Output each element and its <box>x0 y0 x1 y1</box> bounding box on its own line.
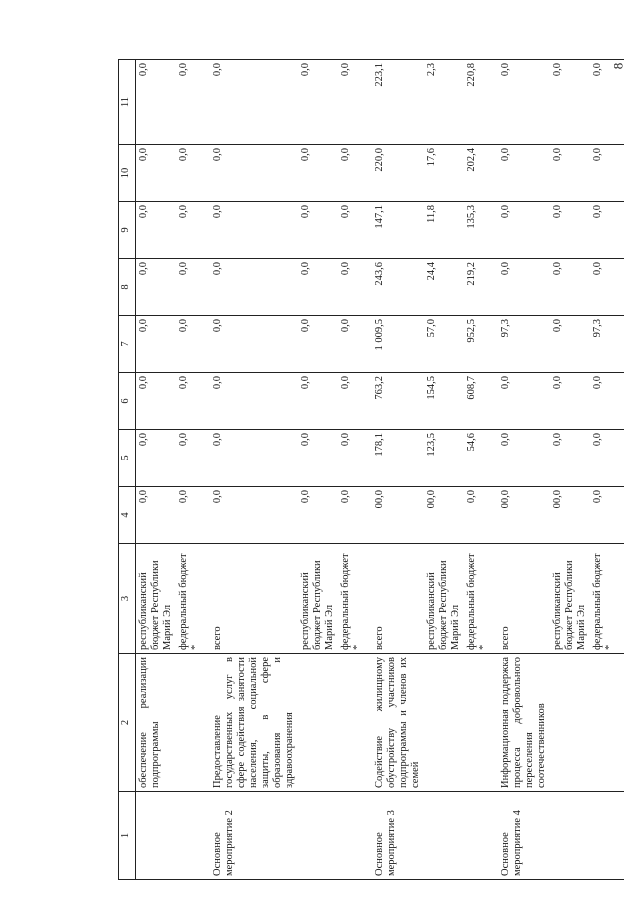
funding-source-cell: федеральный бюджет * <box>176 544 204 654</box>
budget-table <box>118 59 624 880</box>
event-cell: Основное мероприятие 2 <box>210 792 298 880</box>
spacer-cell <box>618 259 624 316</box>
value-cell: 00,0 <box>424 487 464 544</box>
funding-source-cell: республиканский бюджет Республики Марий Эл <box>550 544 590 654</box>
spacer-cell <box>618 487 624 544</box>
value-cell: 763,2 <box>372 373 424 430</box>
page-number: 8 <box>609 62 625 70</box>
value-cell: 0,0 <box>550 373 590 430</box>
spacer-cell <box>618 316 624 373</box>
table-row <box>298 60 338 880</box>
funding-source-cell: республиканский бюджет Республики Марий Эл <box>136 544 177 654</box>
value-cell: 0,0 <box>176 487 204 544</box>
spacer-cell <box>618 792 624 880</box>
value-cell: 0,0 <box>498 202 550 259</box>
table-row <box>424 60 464 880</box>
value-cell: 0,0 <box>210 145 298 202</box>
description-cell <box>590 654 618 792</box>
description-cell <box>338 654 366 792</box>
value-cell: 0,0 <box>590 259 618 316</box>
value-cell: 97,3 <box>498 316 550 373</box>
description-cell <box>550 654 590 792</box>
event-cell <box>424 792 464 880</box>
value-cell: 0,0 <box>176 145 204 202</box>
value-cell: 202,4 <box>464 145 492 202</box>
value-cell: 11,8 <box>424 202 464 259</box>
funding-source-cell: республиканский бюджет Республики Марий Эл <box>298 544 338 654</box>
value-cell: 219,2 <box>464 259 492 316</box>
value-cell: 0,0 <box>550 60 590 145</box>
value-cell: 0,0 <box>590 202 618 259</box>
value-cell: 154,5 <box>424 373 464 430</box>
value-cell: 0,0 <box>176 202 204 259</box>
value-cell: 0,0 <box>210 202 298 259</box>
funding-source-cell: всего <box>498 544 550 654</box>
value-cell: 220,8 <box>464 60 492 145</box>
value-cell: 57,0 <box>424 316 464 373</box>
rotated-page <box>118 60 615 880</box>
value-cell: 147,1 <box>372 202 424 259</box>
spacer-row <box>618 60 624 880</box>
value-cell: 123,5 <box>424 430 464 487</box>
table-row <box>338 60 366 880</box>
value-cell: 952,5 <box>464 316 492 373</box>
value-cell: 0,0 <box>498 145 550 202</box>
funding-source-cell: федеральный бюджет * <box>338 544 366 654</box>
event-cell <box>590 792 618 880</box>
table-row <box>210 60 298 880</box>
value-cell: 0,0 <box>590 430 618 487</box>
value-cell: 0,0 <box>210 60 298 145</box>
value-cell: 00,0 <box>498 487 550 544</box>
value-cell: 0,0 <box>338 487 366 544</box>
value-cell: 0,0 <box>210 259 298 316</box>
value-cell: 54,6 <box>464 430 492 487</box>
value-cell: 0,0 <box>298 373 338 430</box>
value-cell: 135,3 <box>464 202 492 259</box>
value-cell: 0,0 <box>176 316 204 373</box>
value-cell: 0,0 <box>550 316 590 373</box>
description-cell <box>298 654 338 792</box>
value-cell: 0,0 <box>176 259 204 316</box>
value-cell: 0,0 <box>210 487 298 544</box>
event-cell: Основное мероприятие 4 <box>498 792 550 880</box>
value-cell: 0,0 <box>498 430 550 487</box>
value-cell: 00,0 <box>550 487 590 544</box>
value-cell: 243,6 <box>372 259 424 316</box>
value-cell: 0,0 <box>298 259 338 316</box>
spacer-cell <box>618 654 624 792</box>
value-cell: 608,7 <box>464 373 492 430</box>
table-row <box>498 60 550 880</box>
value-cell: 0,0 <box>136 145 177 202</box>
value-cell: 0,0 <box>338 145 366 202</box>
event-cell <box>136 792 177 880</box>
table-row <box>372 60 424 880</box>
column-header: 9 <box>119 202 136 259</box>
value-cell: 223,1 <box>372 60 424 145</box>
column-header: 3 <box>119 544 136 654</box>
value-cell: 0,0 <box>176 60 204 145</box>
value-cell: 0,0 <box>298 487 338 544</box>
value-cell: 00,0 <box>372 487 424 544</box>
value-cell: 0,0 <box>136 487 177 544</box>
header-row <box>119 60 136 880</box>
spacer-cell <box>618 430 624 487</box>
value-cell: 0,0 <box>210 316 298 373</box>
column-header: 2 <box>119 654 136 792</box>
funding-source-cell: всего <box>210 544 298 654</box>
table-row <box>550 60 590 880</box>
value-cell: 0,0 <box>590 145 618 202</box>
value-cell: 0,0 <box>338 259 366 316</box>
value-cell: 24,4 <box>424 259 464 316</box>
event-cell <box>464 792 492 880</box>
spacer-cell <box>618 202 624 259</box>
description-cell: Содействие жилищному обустройству участников подпрограммы и членов их семей <box>372 654 424 792</box>
column-header: 10 <box>119 145 136 202</box>
value-cell: 0,0 <box>498 259 550 316</box>
description-cell <box>424 654 464 792</box>
value-cell: 0,0 <box>298 202 338 259</box>
value-cell: 0,0 <box>550 202 590 259</box>
value-cell: 178,1 <box>372 430 424 487</box>
value-cell: 0,0 <box>550 259 590 316</box>
value-cell: 0,0 <box>338 316 366 373</box>
column-header: 4 <box>119 487 136 544</box>
value-cell: 0,0 <box>210 373 298 430</box>
column-header: 8 <box>119 259 136 316</box>
description-cell <box>464 654 492 792</box>
value-cell: 0,0 <box>590 487 618 544</box>
value-cell: 0,0 <box>298 60 338 145</box>
spacer-cell <box>618 60 624 145</box>
description-cell: Информационная поддержка процесса добровольного переселения соотечественников <box>498 654 550 792</box>
event-cell <box>176 792 204 880</box>
value-cell: 0,0 <box>590 373 618 430</box>
value-cell: 0,0 <box>136 202 177 259</box>
value-cell: 0,0 <box>136 259 177 316</box>
value-cell: 0,0 <box>136 430 177 487</box>
column-header: 7 <box>119 316 136 373</box>
table-row <box>136 60 177 880</box>
column-header: 11 <box>119 60 136 145</box>
value-cell: 0,0 <box>338 430 366 487</box>
funding-source-cell: федеральный бюджет * <box>590 544 618 654</box>
event-cell <box>550 792 590 880</box>
column-header: 5 <box>119 430 136 487</box>
value-cell: 0,0 <box>298 430 338 487</box>
value-cell: 0,0 <box>550 430 590 487</box>
value-cell: 0,0 <box>464 487 492 544</box>
funding-source-cell: республиканский бюджет Республики Марий Эл <box>424 544 464 654</box>
value-cell: 0,0 <box>498 60 550 145</box>
value-cell: 2,3 <box>424 60 464 145</box>
value-cell: 220,0 <box>372 145 424 202</box>
table-row <box>176 60 204 880</box>
event-cell <box>338 792 366 880</box>
column-header: 1 <box>119 792 136 880</box>
event-cell <box>298 792 338 880</box>
column-header: 6 <box>119 373 136 430</box>
value-cell: 0,0 <box>136 316 177 373</box>
value-cell: 97,3 <box>590 316 618 373</box>
value-cell: 0,0 <box>176 373 204 430</box>
description-cell: обеспечение реализации подпрограммы <box>136 654 177 792</box>
value-cell: 0,0 <box>136 60 177 145</box>
funding-source-cell: федеральный бюджет * <box>464 544 492 654</box>
description-cell <box>176 654 204 792</box>
value-cell: 1 009,5 <box>372 316 424 373</box>
table-body <box>136 60 625 880</box>
funding-source-cell: всего <box>372 544 424 654</box>
value-cell: 0,0 <box>590 60 618 145</box>
table-row <box>590 60 618 880</box>
spacer-cell <box>618 544 624 654</box>
value-cell: 0,0 <box>338 202 366 259</box>
value-cell: 0,0 <box>136 373 177 430</box>
value-cell: 0,0 <box>298 316 338 373</box>
table-row <box>464 60 492 880</box>
spacer-cell <box>618 145 624 202</box>
value-cell: 0,0 <box>176 430 204 487</box>
value-cell: 0,0 <box>338 373 366 430</box>
event-cell: Основное мероприятие 3 <box>372 792 424 880</box>
value-cell: 0,0 <box>298 145 338 202</box>
value-cell: 0,0 <box>338 60 366 145</box>
value-cell: 0,0 <box>210 430 298 487</box>
value-cell: 0,0 <box>550 145 590 202</box>
spacer-cell <box>618 373 624 430</box>
value-cell: 0,0 <box>498 373 550 430</box>
description-cell: Предоставление государственных услуг в сфере содействия занятости населения, социальной защиты, в сфере образования и здравоохранения <box>210 654 298 792</box>
value-cell: 17,6 <box>424 145 464 202</box>
